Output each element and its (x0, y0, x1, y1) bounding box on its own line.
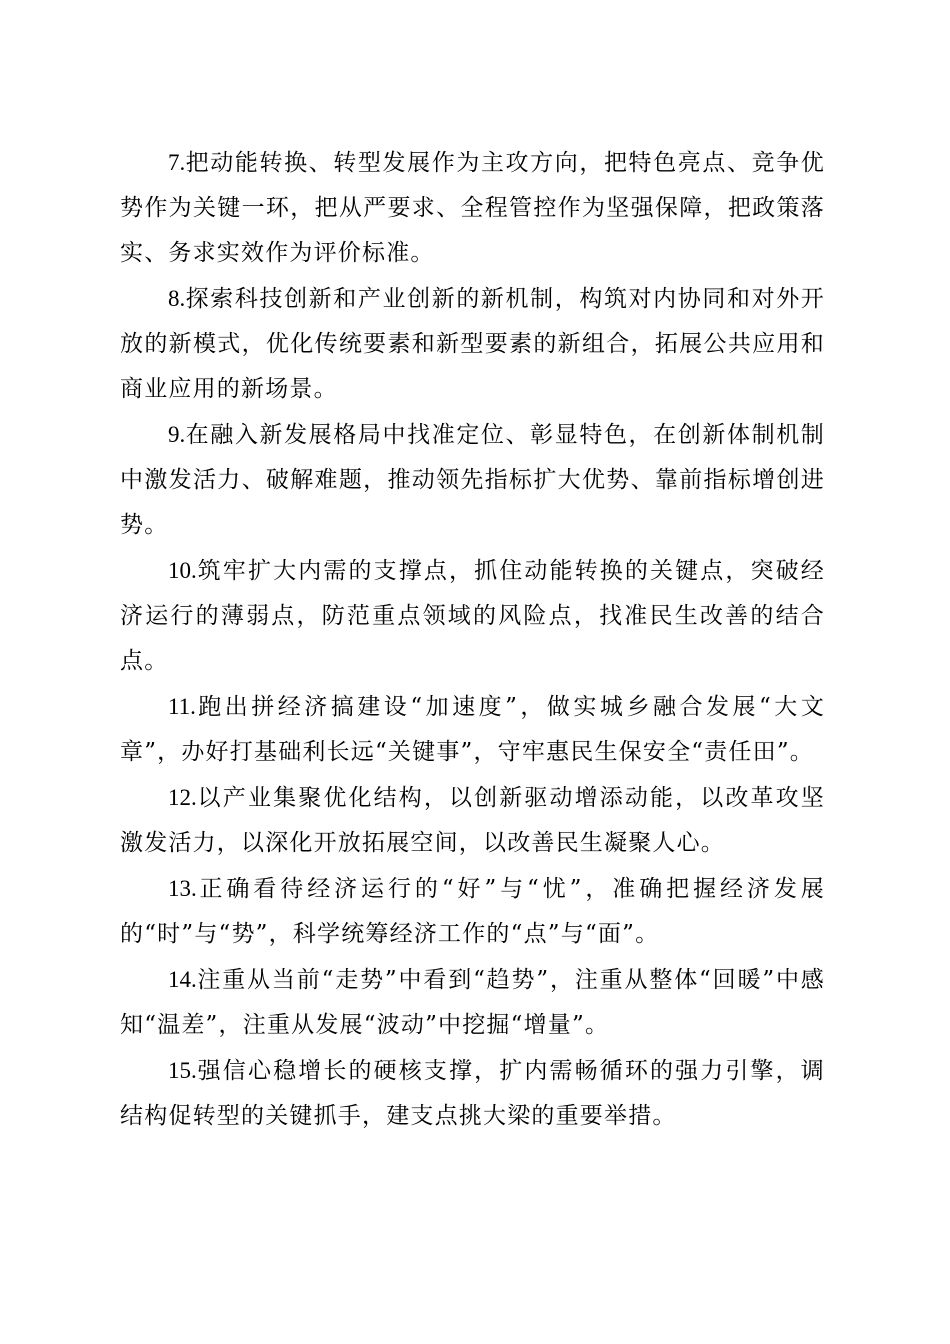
item-number: 15. (168, 1058, 197, 1083)
item-number: 7. (168, 150, 186, 175)
item-number: 8. (168, 286, 186, 311)
paragraph-text: 筑牢扩大内需的支撑点，抓住动能转换的关键点，突破经济运行的薄弱点，防范重点领域的风险点，找准民生改善的结合点。 (120, 558, 825, 674)
document-body (120, 140, 825, 1139)
item-number: 13. (168, 876, 197, 901)
paragraph-8 (120, 276, 825, 412)
paragraph-14 (120, 957, 825, 1048)
paragraph-text: 注重从当前“走势”中看到“趋势”，注重从整体“回暖”中感知“温差”，注重从发展“波动”中挖掘“增量”。 (120, 967, 825, 1038)
paragraph-text: 正确看待经济运行的“好”与“忧”，准确把握经济发展的“时”与“势”，科学统筹经济工作的“点”与“面”。 (120, 876, 825, 947)
paragraph-text: 以产业集聚优化结构，以创新驱动增添动能，以改革攻坚激发活力，以深化开放拓展空间，以改善民生凝聚人心。 (120, 785, 825, 856)
paragraph-text: 在融入新发展格局中找准定位、彰显特色，在创新体制机制中激发活力、破解难题，推动领先指标扩大优势、靠前指标增创进势。 (120, 422, 825, 538)
item-number: 9. (168, 422, 186, 447)
paragraph-text: 跑出拼经济搞建设“加速度”，做实城乡融合发展“大文章”，办好打基础利长远“关键事”，守牢惠民生保安全“责任田”。 (120, 694, 825, 765)
paragraph-15 (120, 1048, 825, 1139)
paragraph-11 (120, 684, 825, 775)
item-number: 11. (168, 694, 196, 719)
paragraph-13 (120, 866, 825, 957)
paragraph-text: 把动能转换、转型发展作为主攻方向，把特色亮点、竞争优势作为关键一环，把从严要求、全程管控作为坚强保障，把政策落实、务求实效作为评价标准。 (120, 150, 825, 266)
paragraph-7 (120, 140, 825, 276)
paragraph-9 (120, 412, 825, 548)
paragraph-text: 强信心稳增长的硬核支撑，扩内需畅循环的强力引擎，调结构促转型的关键抓手，建支点挑大梁的重要举措。 (120, 1058, 825, 1129)
paragraph-12 (120, 775, 825, 866)
item-number: 14. (168, 967, 197, 992)
item-number: 12. (168, 785, 197, 810)
item-number: 10. (168, 558, 197, 583)
paragraph-10 (120, 548, 825, 684)
paragraph-text: 探索科技创新和产业创新的新机制，构筑对内协同和对外开放的新模式，优化传统要素和新型要素的新组合，拓展公共应用和商业应用的新场景。 (120, 286, 825, 402)
